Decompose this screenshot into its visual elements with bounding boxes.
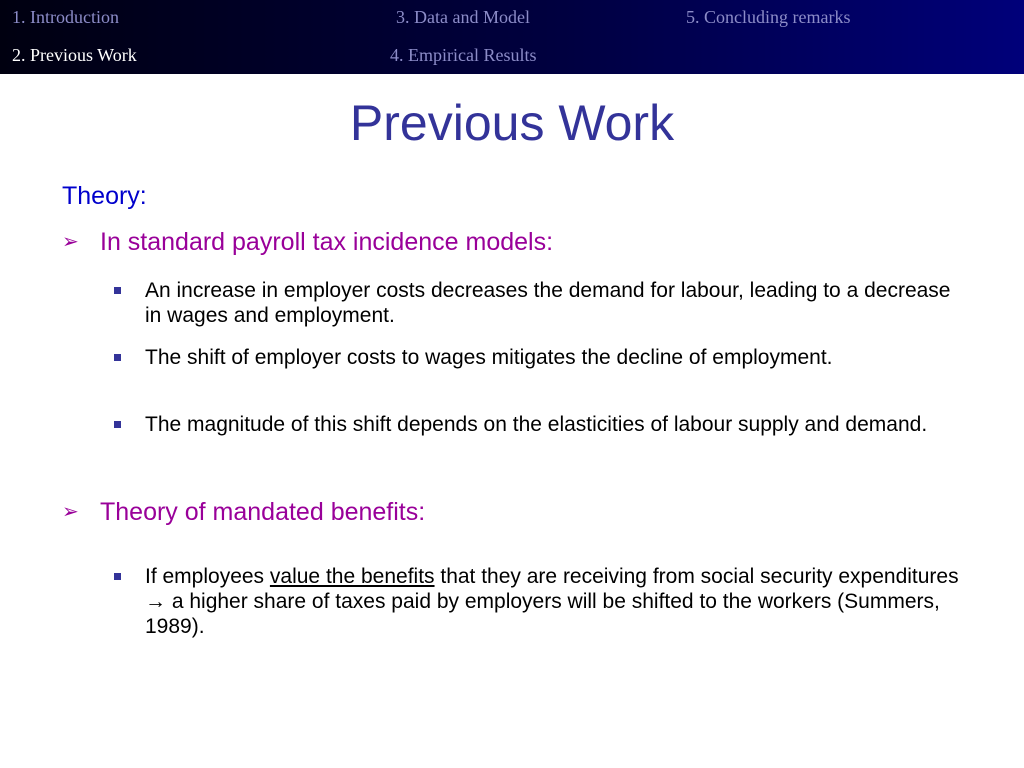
bullet-text: An increase in employer costs decreases the demand for labour, leading to a decrease in wages and employment.: [145, 279, 951, 327]
arrowhead-bullet-icon: ➢: [62, 501, 79, 523]
nav-item-data-and-model[interactable]: 3. Data and Model: [396, 7, 530, 27]
nav-item-empirical-results[interactable]: 4. Empirical Results: [390, 45, 537, 65]
bullet-value-benefits: [145, 564, 960, 639]
nav-item-introduction[interactable]: 1. Introduction: [12, 7, 119, 27]
nav-item-previous-work[interactable]: 2. Previous Work: [12, 45, 137, 65]
bullet-text-after: that they are receiving from social security expenditures → a higher share of taxes paid by employers will be shifted to the workers (Summers, 1989).: [145, 565, 959, 638]
bullet-text: The magnitude of this shift depends on the elasticities of labour supply and demand.: [145, 413, 928, 436]
heading-text: In standard payroll tax incidence models:: [100, 228, 554, 256]
square-bullet-icon: [114, 287, 121, 294]
arrowhead-bullet-icon: ➢: [62, 231, 79, 253]
section-navigation-bar: [0, 0, 1024, 74]
square-bullet-icon: [114, 573, 121, 580]
bullet-elasticities: [145, 412, 965, 437]
bullet-shift-to-wages: [145, 345, 965, 370]
heading-text: Theory of mandated benefits:: [100, 498, 426, 526]
nav-item-concluding-remarks[interactable]: 5. Concluding remarks: [686, 7, 851, 27]
bullet-text: The shift of employer costs to wages mitigates the decline of employment.: [145, 346, 833, 369]
slide-title: Previous Work: [349, 95, 675, 151]
section-label-theory: Theory:: [62, 182, 147, 210]
bullet-text-before: If employees: [145, 565, 270, 588]
square-bullet-icon: [114, 421, 121, 428]
underlined-phrase: value the benefits: [269, 565, 435, 588]
square-bullet-icon: [114, 354, 121, 361]
bullet-employer-costs: [145, 278, 965, 328]
